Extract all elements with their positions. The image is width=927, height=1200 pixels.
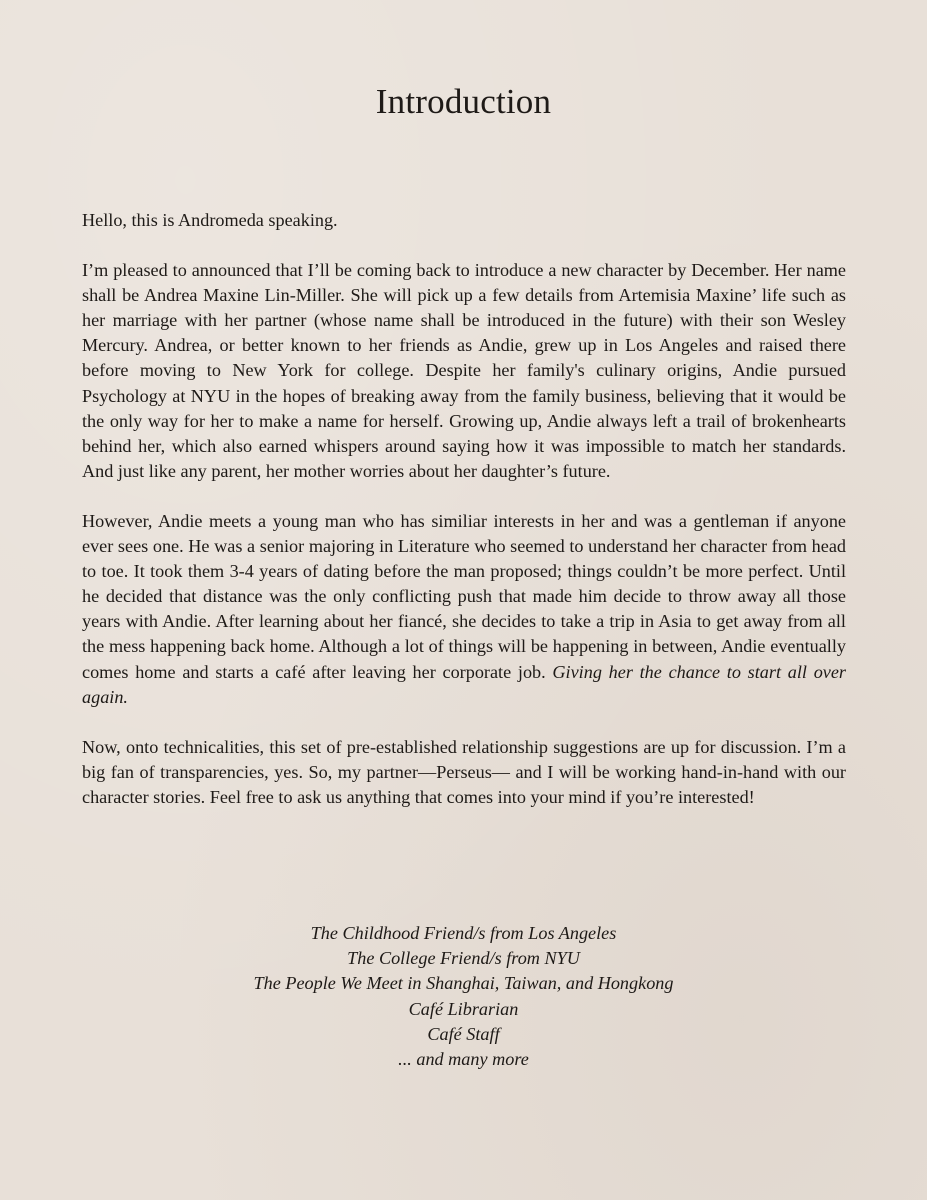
paragraph-backstory-text: However, Andie meets a young man who has similiar interests in her and was a gentleman if anyone ever sees one. He was a senior majoring in Literature who seemed to understand her character from head to toe. It took them 3-4 years of dating before the man proposed; things couldn’t be more perfect. Until he decided that distance was the only conflicting push that made him decide to throw away all those years with Andie. After learning about her fiancé, she decides to take a trip in Asia to get away from all the mess happening back home. Although a lot of things will be happening in between, Andie eventually comes home and starts a café after leaving her corporate job. [82,510,846,682]
list-item: The Childhood Friend/s from Los Angeles [310,923,617,943]
paragraph-backstory-italic: Giving her the chance to start all over again. [82,661,847,707]
paragraph-character-intro: I’m pleased to announced that I’ll be coming back to introduce a new character by December. Her name shall be Andrea Maxine Lin-Miller. She will pick up a few details from Artemisia Maxine’ life such as her marriage with her partner (whose name shall be introduced in the future) with their son Wesley Mercury. Andrea, or better known to her friends as Andie, grew up in Los Angeles and raised there before moving to New York for college. Despite her family's culinary origins, Andie pursued Psychology at NYU in the hopes of breaking away from the family business, believing that it would be the only way for her to make a name for herself. Growing up, Andie always left a trail of brokenhearts behind her, which also earned whispers around saying how it was impossible to match her standards. And just like any parent, her mother worries about her daughter’s future. [82,260,846,481]
paragraph-technicalities: Now, onto technicalities, this set of pre-established relationship suggestions are up for discussion. I’m a big fan of transparencies, yes. So, my partner—Perseus— and I will be working hand-in-hand with our character stories. Feel free to ask us anything that comes into your mind if you’re interested! [82,736,846,807]
list-item: The People We Meet in Shanghai, Taiwan, and Hongkong [253,973,674,994]
list-item: The College Friend/s from NYU [347,948,580,969]
greeting-paragraph: Hello, this is Andromeda speaking. [82,210,338,230]
list-item: Café Staff [427,1023,500,1044]
document-body [82,208,846,835]
relationship-suggestions-list [0,921,927,1072]
list-item: ... and many more [398,1049,529,1070]
list-item: Café Librarian [408,998,519,1019]
paragraph-backstory [82,509,846,710]
page-title: Introduction [375,82,552,121]
